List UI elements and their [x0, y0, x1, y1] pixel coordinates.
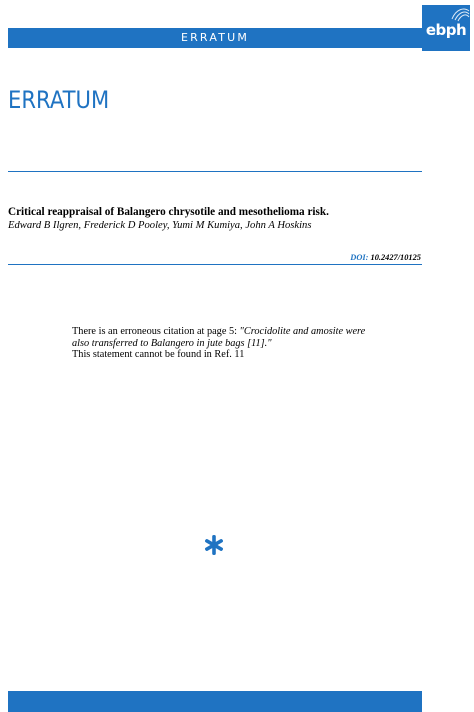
page-title: ERRATUM [8, 86, 110, 114]
journal-logo [422, 5, 470, 51]
doi-line [350, 252, 421, 263]
doi-value: 10.2427/10125 [370, 253, 421, 262]
article-authors: Edward B Ilgren, Frederick D Pooley, Yumi M Kumiya, John A Hoskins [8, 220, 312, 231]
header-bar [8, 28, 422, 48]
divider-middle [8, 264, 422, 265]
divider-top [8, 171, 422, 172]
logo-text: ebph [425, 21, 467, 39]
erratum-body [72, 326, 372, 361]
erratum-intro: There is an erroneous citation at page 5: [72, 326, 240, 337]
doi-label: DOI: [350, 253, 369, 262]
erratum-closing: This statement cannot be found in Ref. 11 [72, 349, 245, 361]
section-label: ERRATUM [180, 31, 250, 44]
article-title: Critical reappraisal of Balangero chrysotile and mesothelioma risk. [8, 206, 329, 218]
asterisk-ornament-icon [203, 534, 225, 556]
footer-bar [8, 691, 422, 712]
erratum-quote: "Crocidolite and amosite were also transferred to Balangero in jute bags [11]." [72, 326, 366, 349]
erratum-paragraph [72, 326, 372, 349]
